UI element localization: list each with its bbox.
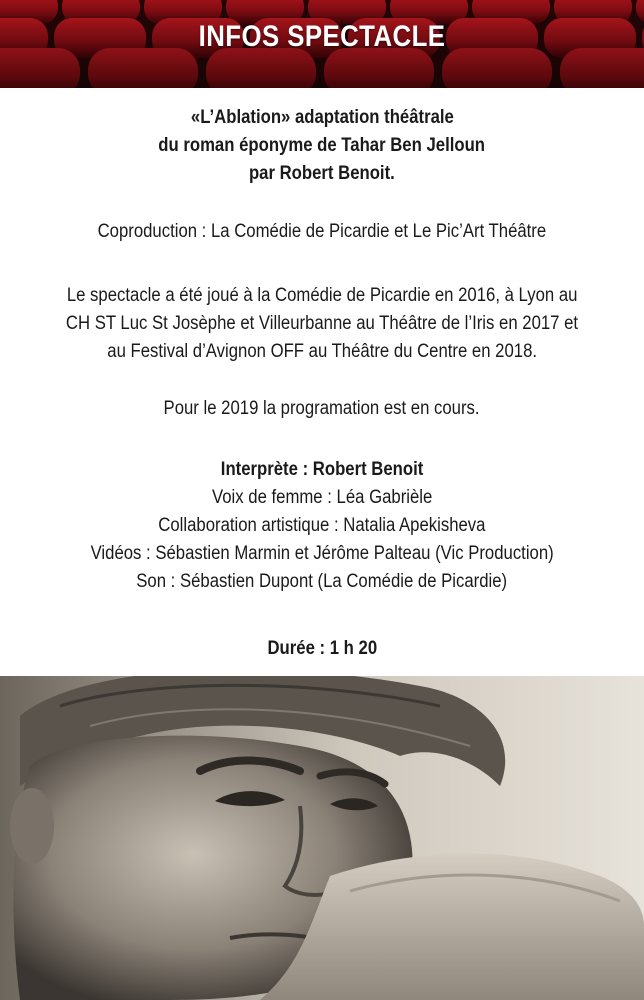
credit-sound: Son : Sébastien Dupont (La Comédie de Picardie)	[136, 571, 508, 592]
duration-block	[0, 635, 644, 663]
credit-performer: Interprète : Robert Benoit	[220, 459, 424, 480]
intro-block	[0, 104, 644, 188]
coproduction-text: Coproduction : La Comédie de Picardie et Le Pic’Art Théâtre	[97, 221, 547, 242]
header-banner	[0, 0, 644, 88]
intro-line-3: par Robert Benoit.	[249, 163, 395, 184]
intro-line-2: du roman éponyme de Tahar Ben Jelloun	[158, 135, 486, 156]
actor-portrait-photo	[0, 676, 644, 1000]
portrait-illustration	[0, 676, 644, 1000]
show-info	[0, 88, 644, 676]
coproduction-block	[0, 218, 644, 246]
performances-line-2: CH ST Luc St Josèphe et Villeurbanne au Théâtre de l’Iris en 2017 et	[65, 313, 579, 334]
programme-text: Pour le 2019 la programation est en cours.	[163, 398, 481, 419]
credit-collaboration: Collaboration artistique : Natalia Apekisheva	[158, 515, 486, 536]
duration-text: Durée : 1 h 20	[267, 638, 377, 659]
performances-line-1: Le spectacle a été joué à la Comédie de Picardie en 2016, à Lyon au	[66, 285, 578, 306]
performances-block	[0, 282, 644, 366]
credit-videos: Vidéos : Sébastien Marmin et Jérôme Palteau (Vic Production)	[90, 543, 554, 564]
performances-line-3: au Festival d’Avignon OFF au Théâtre du Centre en 2018.	[107, 341, 537, 362]
page-title: INFOS SPECTACLE	[198, 20, 446, 53]
programme-block	[0, 395, 644, 423]
credits-block	[0, 456, 644, 596]
intro-line-1: «L’Ablation» adaptation théâtrale	[190, 107, 454, 128]
credit-voice: Voix de femme : Léa Gabrièle	[211, 487, 433, 508]
